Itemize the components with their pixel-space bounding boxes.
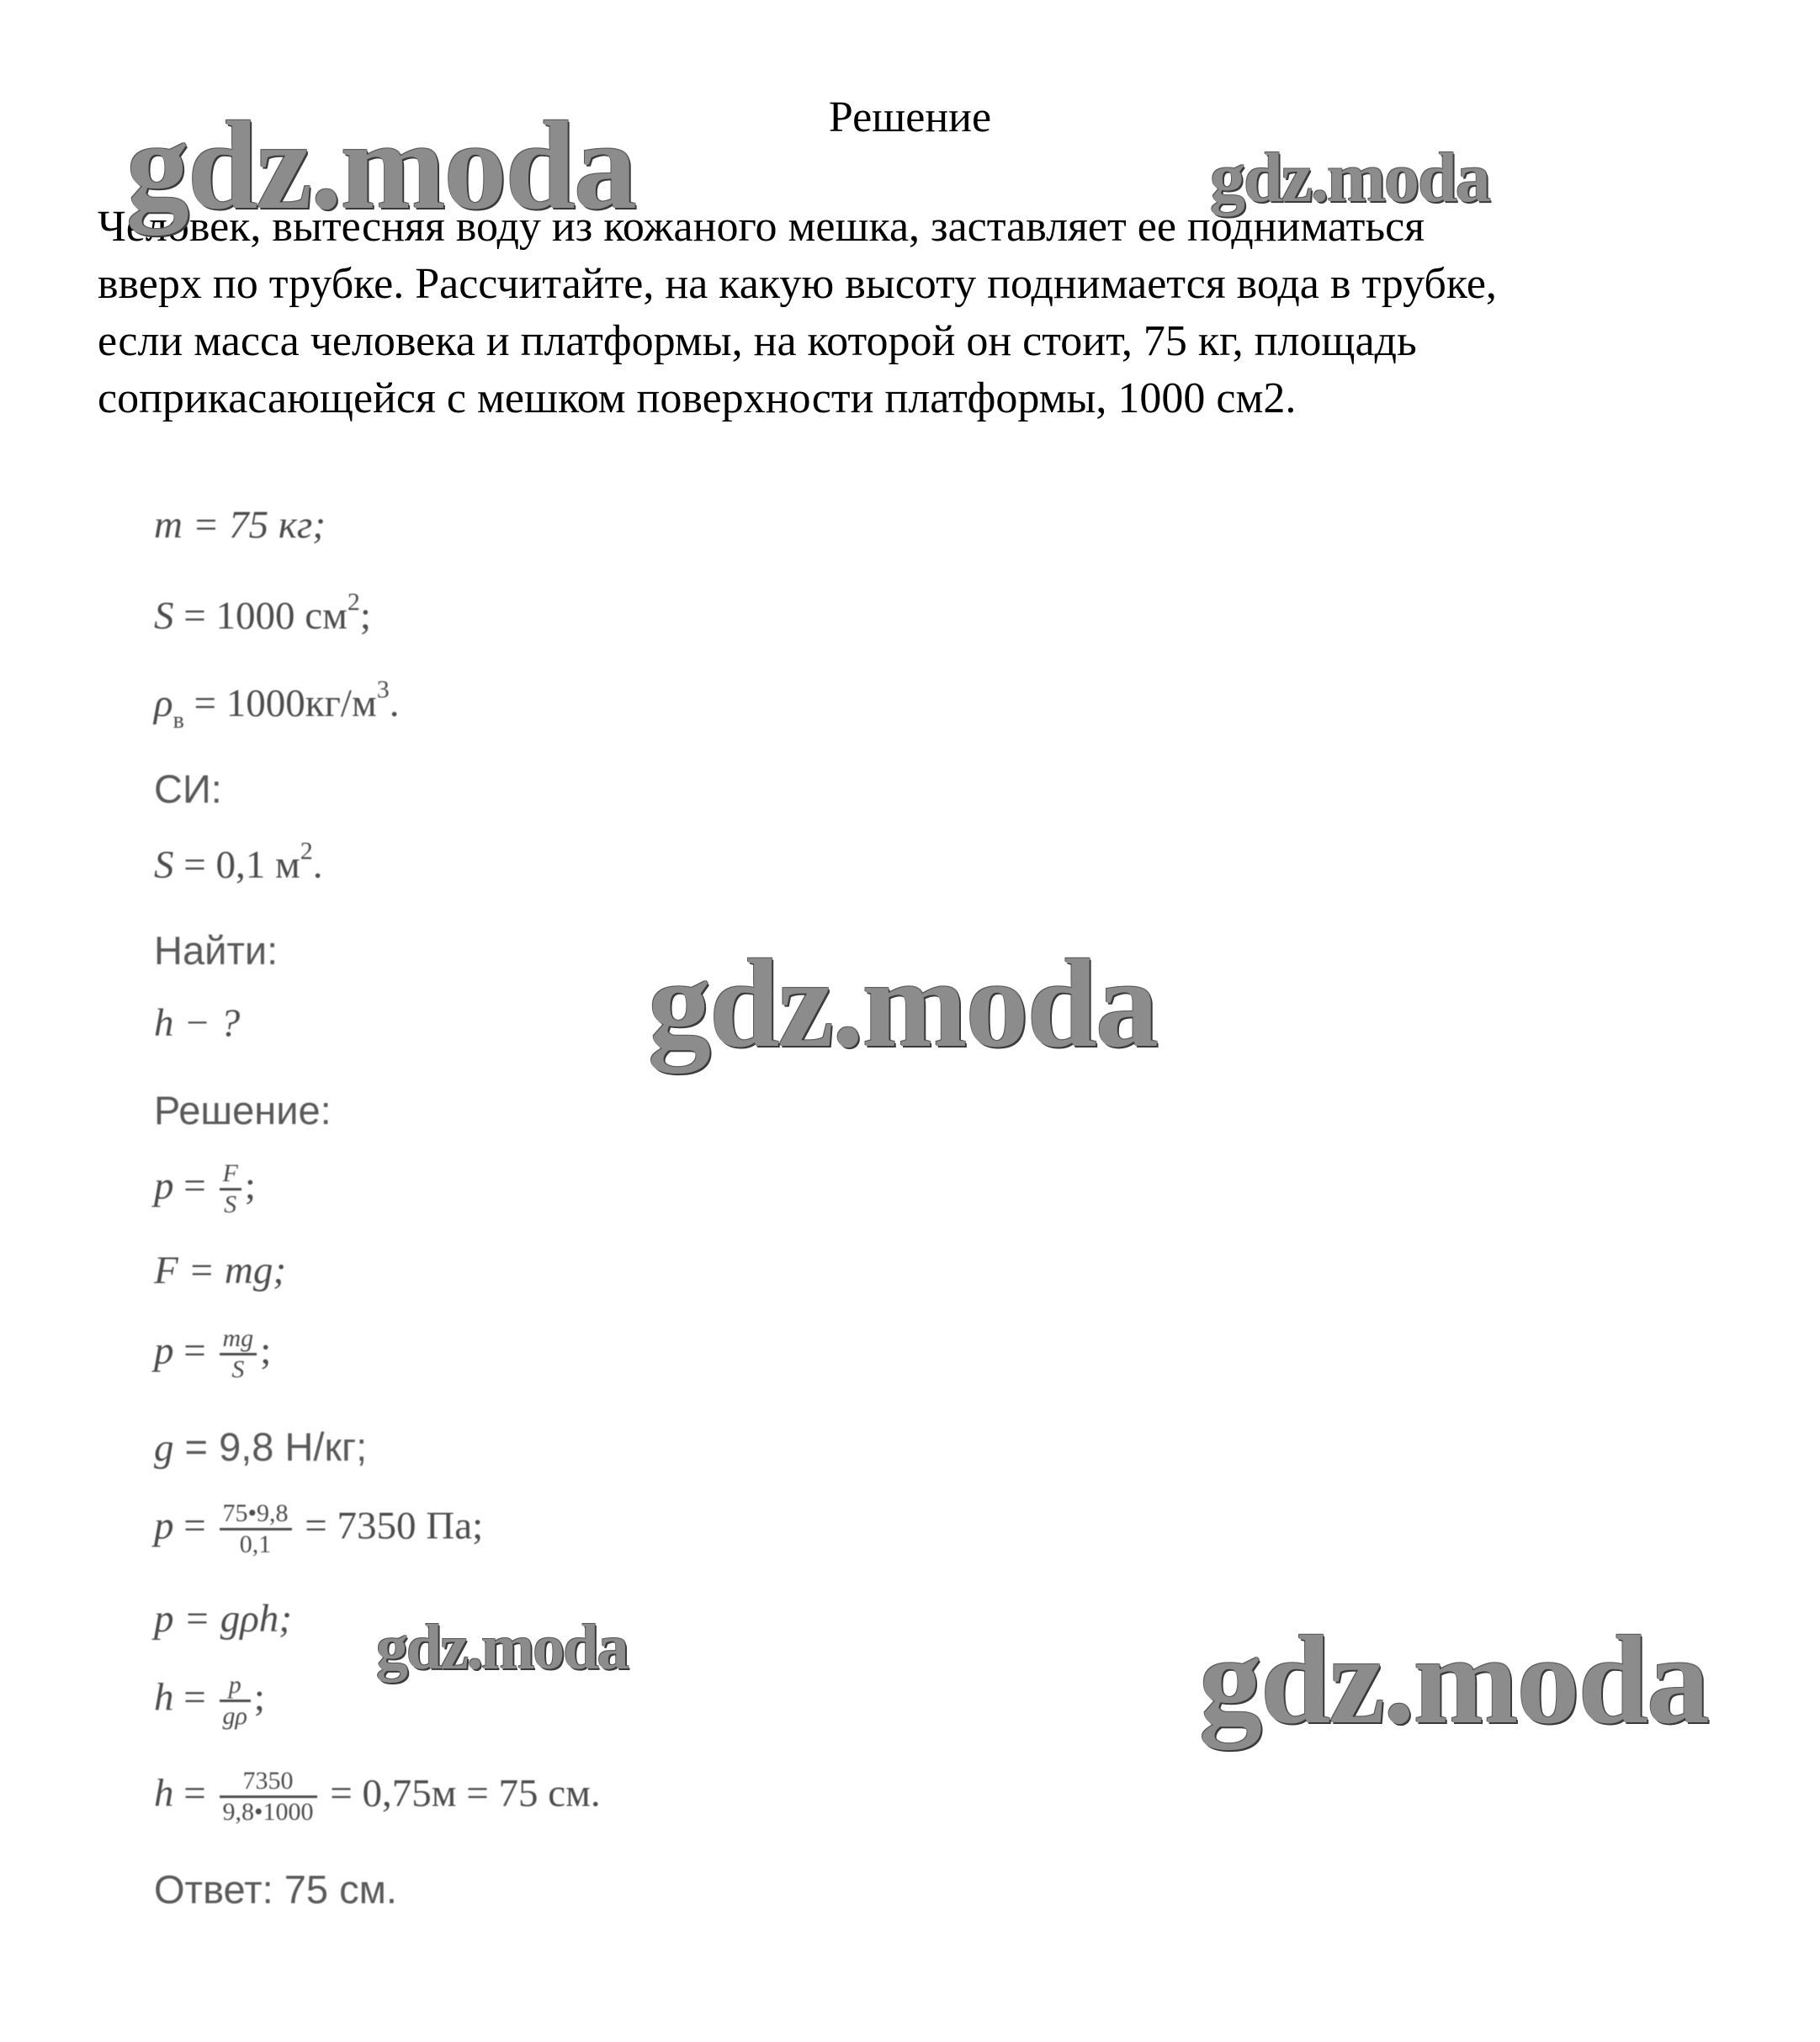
density-value: = 1000кг/м [183, 682, 377, 725]
task-line: соприкасающейся с мешком поверхности платформы, 1000 см2. [98, 374, 1297, 422]
equals: = [173, 1164, 216, 1208]
si-area [154, 837, 323, 895]
fraction-num: 7350 [242, 1767, 294, 1795]
var-s: S [154, 843, 174, 887]
watermark: gdz.moda [648, 934, 1157, 1074]
punct: ; [260, 1329, 272, 1373]
formula-p-fs [154, 1159, 256, 1219]
task-line: Человек, вытесняя воду из кожаного мешка, заставляет ее подниматься [98, 203, 1425, 251]
fraction [220, 1324, 257, 1384]
exponent: 3 [376, 676, 390, 703]
var-p: p [154, 1504, 174, 1548]
var-h: h [154, 1675, 174, 1720]
exponent: 2 [300, 837, 313, 865]
equals: = [173, 1329, 216, 1373]
fraction-num: p [228, 1671, 241, 1699]
p-result: = 7350 Па; [294, 1504, 484, 1548]
equals: = [173, 1675, 216, 1720]
fraction [220, 1671, 251, 1731]
fraction [220, 1767, 317, 1827]
rho-subscript: в [172, 708, 184, 734]
given-density [154, 678, 399, 735]
task-line: вверх по трубке. Рассчитайте, на какую высоту поднимается вода в трубке, [98, 260, 1497, 308]
watermark: gdz.moda [1210, 139, 1489, 217]
solution-label: Решение: [154, 1088, 332, 1132]
watermark: gdz.moda [376, 1612, 628, 1683]
given-mass: m = 75 кг; [154, 503, 326, 547]
answer: Ответ: 75 см. [154, 1867, 397, 1912]
fraction-den: 9,8•1000 [220, 1795, 317, 1827]
formula-p-mgs [154, 1324, 271, 1384]
var-p: p [154, 1329, 174, 1373]
var-h: h [154, 1771, 174, 1816]
formula-f-mg: F = mg; [154, 1249, 287, 1292]
var-rho: ρ [154, 682, 173, 725]
area-value: = 1000 см [173, 594, 348, 638]
h-result: = 0,75м = 75 см. [320, 1771, 601, 1816]
fraction [220, 1159, 241, 1219]
fraction-num: mg [222, 1324, 254, 1352]
page-title: Решение [828, 93, 992, 141]
fraction-den: gρ [220, 1700, 251, 1731]
given-g [154, 1422, 367, 1473]
calc-h [154, 1767, 601, 1827]
find-h: h − ? [154, 1001, 241, 1045]
punct: ; [244, 1164, 256, 1208]
calc-p [154, 1499, 483, 1559]
punct: ; [253, 1675, 265, 1720]
g-value: = 9,8 Н/кг; [173, 1424, 368, 1469]
given-area [154, 588, 371, 646]
fraction-den: S [220, 1188, 241, 1219]
equals: = [173, 1504, 216, 1548]
formula-p-grh: p = gρh; [154, 1597, 292, 1641]
fraction-den: S [220, 1353, 257, 1384]
si-area-value: = 0,1 м [173, 843, 300, 887]
punct: ; [359, 594, 371, 638]
si-label: СИ: [154, 766, 222, 811]
fraction-den: 0,1 [220, 1528, 292, 1559]
fraction-num: F [222, 1159, 238, 1187]
find-label: Найти: [154, 928, 279, 973]
watermark: gdz.moda [126, 96, 635, 236]
watermark: gdz.moda [1199, 1610, 1708, 1750]
formula-h [154, 1671, 265, 1731]
task-line: если масса человека и платформы, на которой он стоит, 75 кг, площадь [98, 317, 1417, 365]
exponent: 2 [347, 588, 360, 616]
punct: . [389, 682, 400, 725]
fraction [220, 1499, 292, 1559]
fraction-num: 75•9,8 [222, 1499, 289, 1527]
var-s: S [154, 594, 174, 638]
var-g: g [154, 1426, 174, 1470]
punct: . [312, 843, 323, 887]
var-p: p [154, 1164, 174, 1208]
equals: = [173, 1771, 216, 1816]
